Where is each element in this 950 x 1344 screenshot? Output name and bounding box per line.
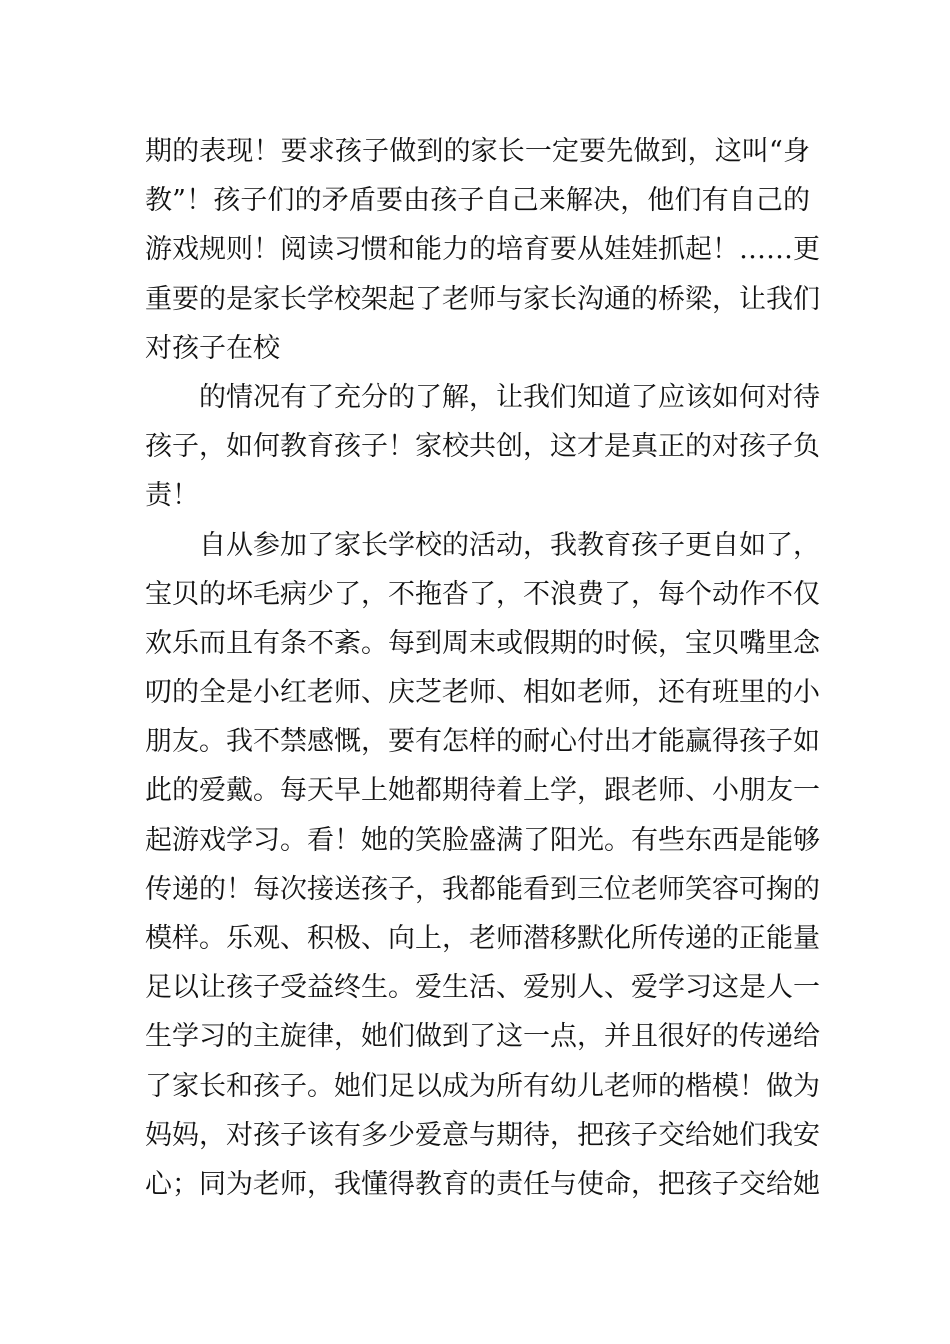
text-line: 教”！孩子们的矛盾要由孩子自己来解决，他们有自己的 <box>145 185 810 217</box>
text-line: 心；同为老师，我懂得教育的责任与使命，把孩子交给她 <box>145 1168 820 1200</box>
text-line: 重要的是家长学校架起了老师与家长沟通的桥梁，让我们 <box>145 283 820 315</box>
text-line: 生学习的主旋律，她们做到了这一点，并且很好的传递给 <box>145 1021 820 1053</box>
body-text <box>145 127 820 1209</box>
text-line: 传递的！每次接送孩子，我都能看到三位老师笑容可掬的 <box>145 873 820 905</box>
text-line: 起游戏学习。看！她的笑脸盛满了阳光。有些东西是能够 <box>145 824 820 856</box>
text-line: 了家长和孩子。她们足以成为所有幼儿老师的楷模！做为 <box>145 1070 820 1102</box>
text-line: 妈妈，对孩子该有多少爱意与期待，把孩子交给她们我安 <box>145 1119 820 1151</box>
text-line: 模样。乐观、积极、向上，老师潜移默化所传递的正能量 <box>145 923 820 954</box>
text-line: 欢乐而且有条不紊。每到周末或假期的时候，宝贝嘴里念 <box>145 627 820 659</box>
text-line: 此的爱戴。每天早上她都期待着上学，跟老师、小朋友一 <box>145 775 820 807</box>
text-line: 叨的全是小红老师、庆芝老师、相如老师，还有班里的小 <box>145 677 820 709</box>
text-line: 宝贝的坏毛病少了，不拖沓了，不浪费了，每个动作不仅 <box>145 578 820 610</box>
text-line: 期的表现！要求孩子做到的家长一定要先做到，这叫“身 <box>145 136 810 167</box>
text-line: 对孩子在校 <box>145 332 280 364</box>
text-line: 游戏规则！阅读习惯和能力的培育要从娃娃抓起！……更 <box>145 234 820 266</box>
text-line: 朋友。我不禁感慨，要有怎样的耐心付出才能赢得孩子如 <box>145 726 820 758</box>
text-line: 的情况有了充分的了解，让我们知道了应该如何对待 <box>199 381 820 413</box>
text-line: 自从参加了家长学校的活动，我教育孩子更自如了， <box>199 529 820 561</box>
text-line: 责！ <box>145 480 199 512</box>
text-line: 足以让孩子受益终生。爱生活、爱别人、爱学习这是人一 <box>145 972 820 1004</box>
text-line: 孩子，如何教育孩子！家校共创，这才是真正的对孩子负 <box>145 431 820 463</box>
